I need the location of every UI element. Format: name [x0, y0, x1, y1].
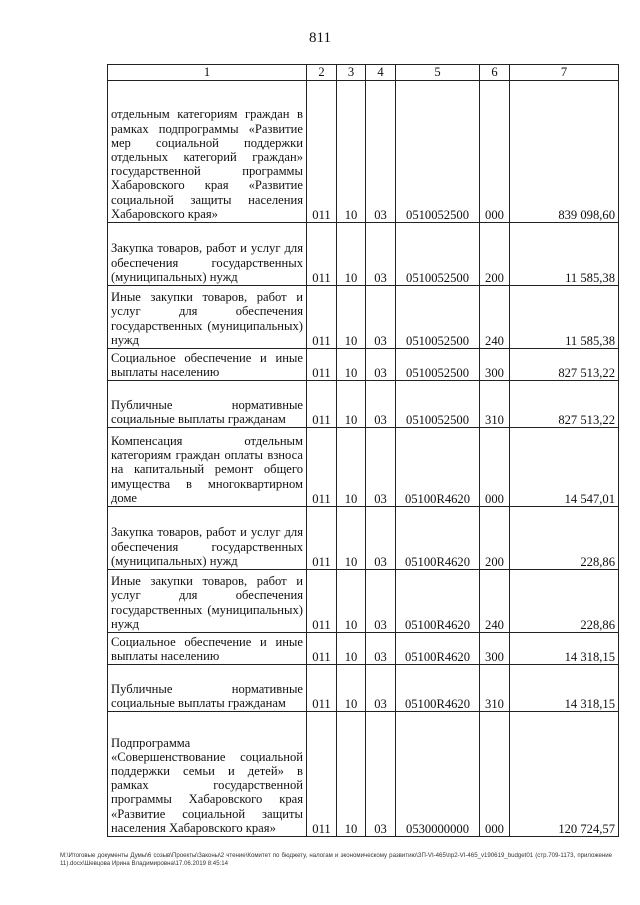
cell-section: 10: [337, 81, 366, 223]
cell-ministry-code: 011: [307, 349, 337, 381]
document-path-footer: M:\Итоговые документы Думы\6 созыв\Проекты\Законы\2 чтение\Комитет по бюджету, налогам и экономическому развитию\ЗП-VI-465\пр2-VI-465_v190619_budget01 (стр.709-1173, приложение 11).docx\Шевцова Ирина Владимировна\17.06.2019 8:45:14: [60, 852, 612, 867]
cell-expense-type: 310: [480, 665, 510, 712]
table-row: [108, 712, 619, 837]
budget-table: [107, 64, 619, 837]
cell-section: 10: [337, 223, 366, 286]
table-row: [108, 507, 619, 570]
cell-target-article: 0530000000: [396, 712, 480, 837]
cell-expense-type: 000: [480, 428, 510, 507]
cell-target-article: 0510052500: [396, 223, 480, 286]
cell-subsection: 03: [366, 81, 396, 223]
cell-target-article: 05100R4620: [396, 633, 480, 665]
cell-amount: 827 513,22: [510, 381, 619, 428]
cell-subsection: 03: [366, 349, 396, 381]
table-row: [108, 570, 619, 633]
cell-target-article: 05100R4620: [396, 428, 480, 507]
row-name: отдельным категориям граждан в рамках подпрограммы «Развитие мер социальной поддержки отдельных категорий граждан» государственной программы Хабаровского края «Развитие социальной защиты населения Хабаровского края»: [108, 81, 307, 223]
cell-subsection: 03: [366, 223, 396, 286]
table-header-row: [108, 65, 619, 81]
row-name: Компенсация отдельным категориям граждан оплаты взноса на капитальный ремонт общего имущества в многоквартирном доме: [108, 428, 307, 507]
cell-ministry-code: 011: [307, 428, 337, 507]
row-name: Иные закупки товаров, работ и услуг для обеспечения государственных (муниципальных) нужд: [108, 286, 307, 349]
table-row: [108, 381, 619, 428]
cell-expense-type: 000: [480, 712, 510, 837]
cell-ministry-code: 011: [307, 712, 337, 837]
cell-expense-type: 300: [480, 349, 510, 381]
table-row: [108, 286, 619, 349]
column-header: 5: [396, 65, 480, 81]
cell-expense-type: 240: [480, 570, 510, 633]
cell-subsection: 03: [366, 633, 396, 665]
page-number: 811: [309, 30, 331, 46]
cell-target-article: 0510052500: [396, 349, 480, 381]
cell-ministry-code: 011: [307, 665, 337, 712]
column-header: 3: [337, 65, 366, 81]
cell-subsection: 03: [366, 507, 396, 570]
row-name: Социальное обеспечение и иные выплаты населению: [108, 349, 307, 381]
cell-target-article: 05100R4620: [396, 665, 480, 712]
cell-section: 10: [337, 286, 366, 349]
cell-target-article: 0510052500: [396, 381, 480, 428]
row-name: Социальное обеспечение и иные выплаты населению: [108, 633, 307, 665]
column-header: 2: [307, 65, 337, 81]
cell-section: 10: [337, 665, 366, 712]
cell-amount: 839 098,60: [510, 81, 619, 223]
cell-target-article: 05100R4620: [396, 570, 480, 633]
cell-ministry-code: 011: [307, 223, 337, 286]
cell-amount: 14 318,15: [510, 633, 619, 665]
row-name: Закупка товаров, работ и услуг для обеспечения государственных (муниципальных) нужд: [108, 223, 307, 286]
row-name: Подпрограмма «Совершенствование социальной поддержки семьи и детей» в рамках государственной программы Хабаровского края «Развитие социальной защиты населения Хабаровского края»: [108, 712, 307, 837]
cell-section: 10: [337, 428, 366, 507]
cell-subsection: 03: [366, 428, 396, 507]
cell-subsection: 03: [366, 381, 396, 428]
cell-amount: 120 724,57: [510, 712, 619, 837]
column-header: 1: [108, 65, 307, 81]
cell-target-article: 05100R4620: [396, 507, 480, 570]
cell-amount: 228,86: [510, 507, 619, 570]
row-name: Публичные нормативные социальные выплаты гражданам: [108, 381, 307, 428]
cell-section: 10: [337, 570, 366, 633]
table-row: [108, 665, 619, 712]
cell-expense-type: 300: [480, 633, 510, 665]
cell-expense-type: 200: [480, 223, 510, 286]
row-name: Публичные нормативные социальные выплаты гражданам: [108, 665, 307, 712]
cell-expense-type: 310: [480, 381, 510, 428]
cell-section: 10: [337, 712, 366, 837]
cell-amount: 11 585,38: [510, 286, 619, 349]
cell-expense-type: 240: [480, 286, 510, 349]
table-row: [108, 633, 619, 665]
cell-ministry-code: 011: [307, 286, 337, 349]
cell-amount: 14 318,15: [510, 665, 619, 712]
cell-ministry-code: 011: [307, 507, 337, 570]
column-header: 7: [510, 65, 619, 81]
cell-subsection: 03: [366, 286, 396, 349]
cell-amount: 11 585,38: [510, 223, 619, 286]
cell-expense-type: 200: [480, 507, 510, 570]
cell-section: 10: [337, 381, 366, 428]
cell-subsection: 03: [366, 712, 396, 837]
cell-expense-type: 000: [480, 81, 510, 223]
table-row: [108, 428, 619, 507]
cell-ministry-code: 011: [307, 81, 337, 223]
column-header: 6: [480, 65, 510, 81]
row-name: Иные закупки товаров, работ и услуг для обеспечения государственных (муниципальных) нужд: [108, 570, 307, 633]
cell-subsection: 03: [366, 665, 396, 712]
cell-section: 10: [337, 507, 366, 570]
cell-ministry-code: 011: [307, 570, 337, 633]
cell-subsection: 03: [366, 570, 396, 633]
cell-amount: 827 513,22: [510, 349, 619, 381]
cell-amount: 228,86: [510, 570, 619, 633]
row-name: Закупка товаров, работ и услуг для обеспечения государственных (муниципальных) нужд: [108, 507, 307, 570]
table-row: [108, 223, 619, 286]
cell-amount: 14 547,01: [510, 428, 619, 507]
cell-section: 10: [337, 349, 366, 381]
cell-target-article: 0510052500: [396, 81, 480, 223]
table-row: [108, 349, 619, 381]
table-row: [108, 81, 619, 223]
cell-section: 10: [337, 633, 366, 665]
column-header: 4: [366, 65, 396, 81]
cell-ministry-code: 011: [307, 633, 337, 665]
cell-ministry-code: 011: [307, 381, 337, 428]
cell-target-article: 0510052500: [396, 286, 480, 349]
